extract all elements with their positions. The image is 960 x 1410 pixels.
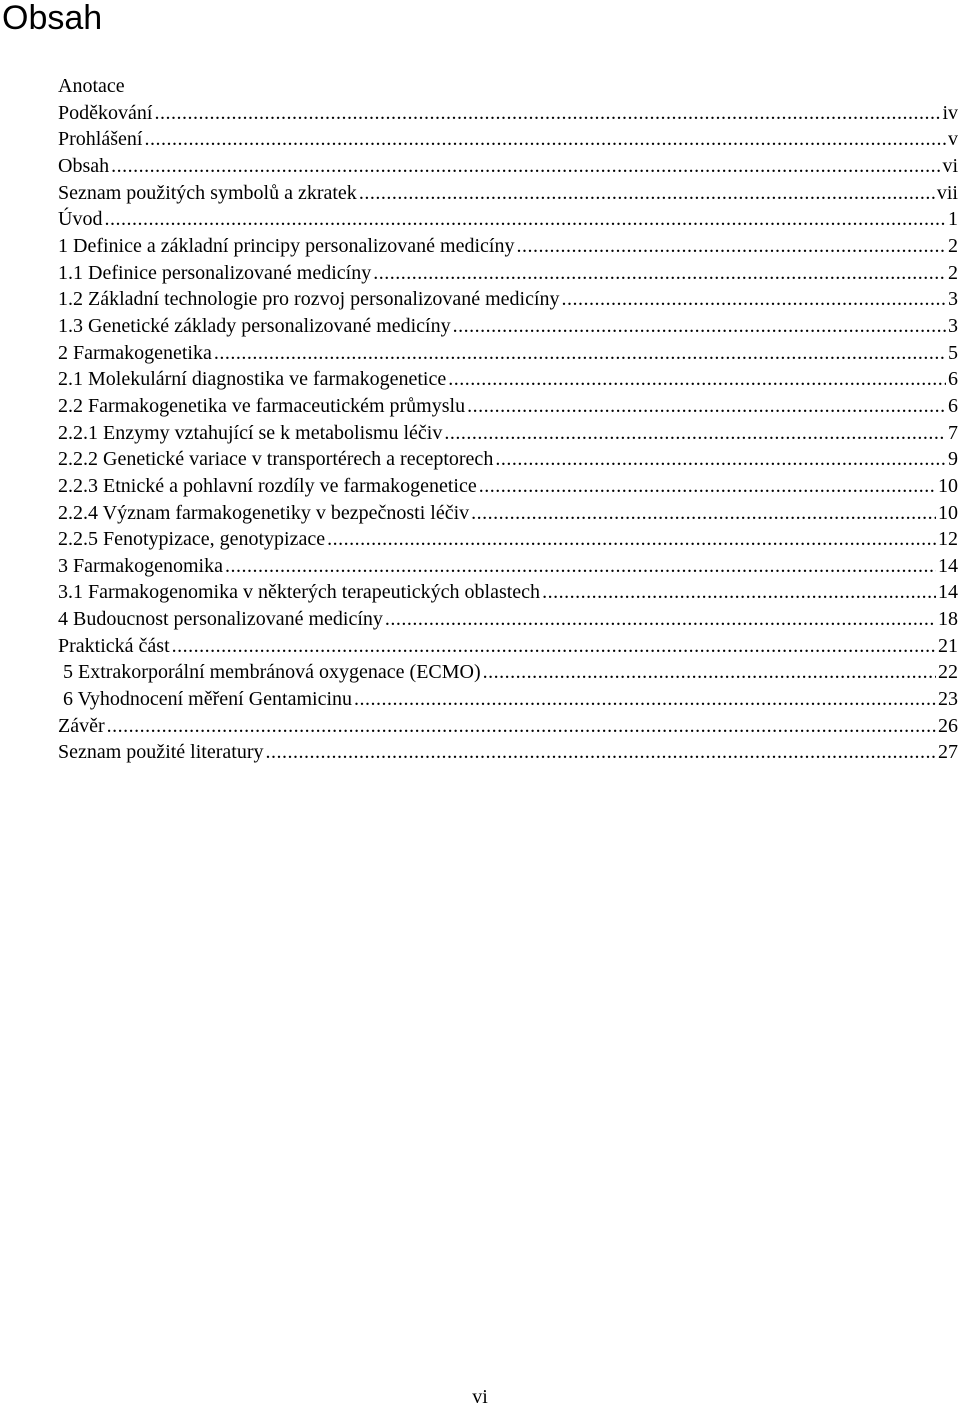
toc-leader-dots	[172, 633, 936, 660]
toc-entry-text: 1.2 Základní technologie pro rozvoj personalizované medicíny	[58, 288, 560, 311]
toc-page-number: 6	[948, 394, 958, 417]
toc-page-number: 23	[938, 688, 958, 711]
toc-leader-dots	[354, 686, 936, 713]
toc-entry-text: Obsah	[58, 154, 110, 177]
toc-page-number: 26	[938, 714, 958, 737]
toc-page-number: 10	[938, 501, 958, 524]
toc-entry-section-2-2-2[interactable]	[58, 446, 958, 473]
toc-page-number: 18	[938, 608, 958, 631]
toc-entry-text: 2.2.4 Význam farmakogenetiky v bezpečnosti léčiv	[58, 501, 470, 524]
toc-entry-obsah[interactable]	[58, 153, 958, 180]
toc-leader-dots	[453, 313, 946, 340]
toc-entry-zaver[interactable]	[58, 713, 958, 740]
toc-page-number: 5	[948, 341, 958, 364]
toc-leader-dots	[214, 340, 946, 367]
toc-entry-text: 2.1 Molekulární diagnostika ve farmakogenetice	[58, 368, 447, 391]
toc-entry-text: Anotace	[58, 75, 125, 97]
toc-leader-dots	[542, 579, 936, 606]
toc-leader-dots	[483, 659, 936, 686]
toc-entry-anotace[interactable]	[58, 73, 958, 100]
toc-entry-section-1-2[interactable]	[58, 286, 958, 313]
toc-entry-text: Prohlášení	[58, 128, 143, 151]
toc-page-number: 14	[938, 554, 958, 577]
toc-leader-dots	[111, 153, 940, 180]
toc-entry-chapter-5[interactable]	[58, 659, 958, 686]
toc-entry-section-3-1[interactable]	[58, 579, 958, 606]
toc-entry-chapter-4[interactable]	[58, 606, 958, 633]
toc-entry-podekovani[interactable]	[58, 100, 958, 127]
toc-leader-dots	[471, 500, 936, 527]
toc-page-number: 1	[948, 208, 958, 231]
toc-entry-text: 6 Vyhodnocení měření Gentamicinu	[63, 688, 353, 711]
toc-entry-chapter-6[interactable]	[58, 686, 958, 713]
toc-entry-text: 2.2.5 Fenotypizace, genotypizace	[58, 528, 326, 551]
toc-entry-text: 4 Budoucnost personalizované medicíny	[58, 608, 383, 631]
toc-page-number: 10	[938, 474, 958, 497]
toc-entry-text: 2.2.1 Enzymy vztahující se k metabolismu léčiv	[58, 421, 443, 444]
toc-entry-text: 2.2.3 Etnické a pohlavní rozdíly ve farmakogenetice	[58, 474, 477, 497]
toc-entry-section-2-1[interactable]	[58, 366, 958, 393]
toc-leader-dots	[104, 206, 946, 233]
toc-page-number: 12	[938, 528, 958, 551]
toc-leader-dots	[448, 366, 946, 393]
toc-entry-prakticka-cast[interactable]	[58, 633, 958, 660]
toc-page-number: 3	[948, 314, 958, 337]
toc-leader-dots	[107, 713, 936, 740]
toc-leader-dots	[154, 100, 940, 127]
toc-entry-text: 1 Definice a základní principy personalizované medicíny	[58, 234, 515, 257]
toc-entry-text: 2.2.2 Genetické variace v transportérech a receptorech	[58, 448, 494, 471]
toc-entry-text: 1.1 Definice personalizované medicíny	[58, 261, 372, 284]
toc-entry-text: 2.2 Farmakogenetika ve farmaceutickém průmyslu	[58, 394, 466, 417]
page-title: Obsah	[2, 0, 103, 37]
toc-leader-dots	[479, 473, 936, 500]
toc-entry-section-2-2-5[interactable]	[58, 526, 958, 553]
toc-entry-text: 3 Farmakogenomika	[58, 554, 223, 577]
toc-leader-dots	[225, 553, 936, 580]
table-of-contents	[58, 73, 958, 766]
page-number-footer: vi	[472, 1386, 488, 1408]
toc-entry-chapter-3[interactable]	[58, 553, 958, 580]
toc-page-number: 6	[948, 368, 958, 391]
toc-entry-chapter-1[interactable]	[58, 233, 958, 260]
toc-page-number: 7	[948, 421, 958, 444]
toc-entry-text: Seznam použité literatury	[58, 741, 264, 764]
toc-entry-chapter-2[interactable]	[58, 340, 958, 367]
toc-page-number: 2	[948, 261, 958, 284]
toc-leader-dots	[144, 126, 946, 153]
toc-entry-text: Závěr	[58, 714, 105, 737]
toc-entry-text: 5 Extrakorporální membránová oxygenace (ECMO)	[63, 661, 481, 684]
toc-page-number: 3	[948, 288, 958, 311]
toc-entry-text: Úvod	[58, 208, 103, 231]
toc-entry-seznam-zkratek[interactable]	[58, 180, 958, 207]
toc-leader-dots	[516, 233, 946, 260]
toc-leader-dots	[327, 526, 936, 553]
toc-entry-section-2-2-3[interactable]	[58, 473, 958, 500]
toc-entry-section-1-1[interactable]	[58, 260, 958, 287]
toc-leader-dots	[265, 739, 936, 766]
toc-entry-literatura[interactable]	[58, 739, 958, 766]
toc-page-number: 9	[948, 448, 958, 471]
toc-leader-dots	[495, 446, 946, 473]
toc-entry-text: 3.1 Farmakogenomika v některých terapeutických oblastech	[58, 581, 541, 604]
toc-page-number: 22	[938, 661, 958, 684]
toc-entry-text: Poděkování	[58, 101, 153, 124]
toc-entry-section-2-2-1[interactable]	[58, 420, 958, 447]
toc-entry-section-2-2[interactable]	[58, 393, 958, 420]
toc-page-number: v	[948, 128, 958, 151]
toc-leader-dots	[385, 606, 936, 633]
toc-entry-text: 1.3 Genetické základy personalizované medicíny	[58, 314, 451, 337]
toc-entry-section-1-3[interactable]	[58, 313, 958, 340]
toc-entry-section-2-2-4[interactable]	[58, 500, 958, 527]
toc-entry-prohlaseni[interactable]	[58, 126, 958, 153]
toc-entry-text: Seznam použitých symbolů a zkratek	[58, 181, 357, 204]
toc-page-number: 14	[938, 581, 958, 604]
toc-entry-text: Praktická část	[58, 634, 170, 657]
toc-leader-dots	[444, 420, 946, 447]
toc-page-number: 27	[938, 741, 958, 764]
toc-page-number: 21	[938, 634, 958, 657]
toc-leader-dots	[562, 286, 946, 313]
toc-leader-dots	[359, 180, 935, 207]
toc-leader-dots	[467, 393, 946, 420]
toc-leader-dots	[373, 260, 946, 287]
toc-page-number: iv	[942, 101, 958, 124]
toc-page-number: vii	[936, 181, 958, 204]
toc-entry-text: 2 Farmakogenetika	[58, 341, 212, 364]
toc-entry-uvod[interactable]	[58, 206, 958, 233]
toc-page-number: 2	[948, 234, 958, 257]
toc-page-number: vi	[942, 154, 958, 177]
